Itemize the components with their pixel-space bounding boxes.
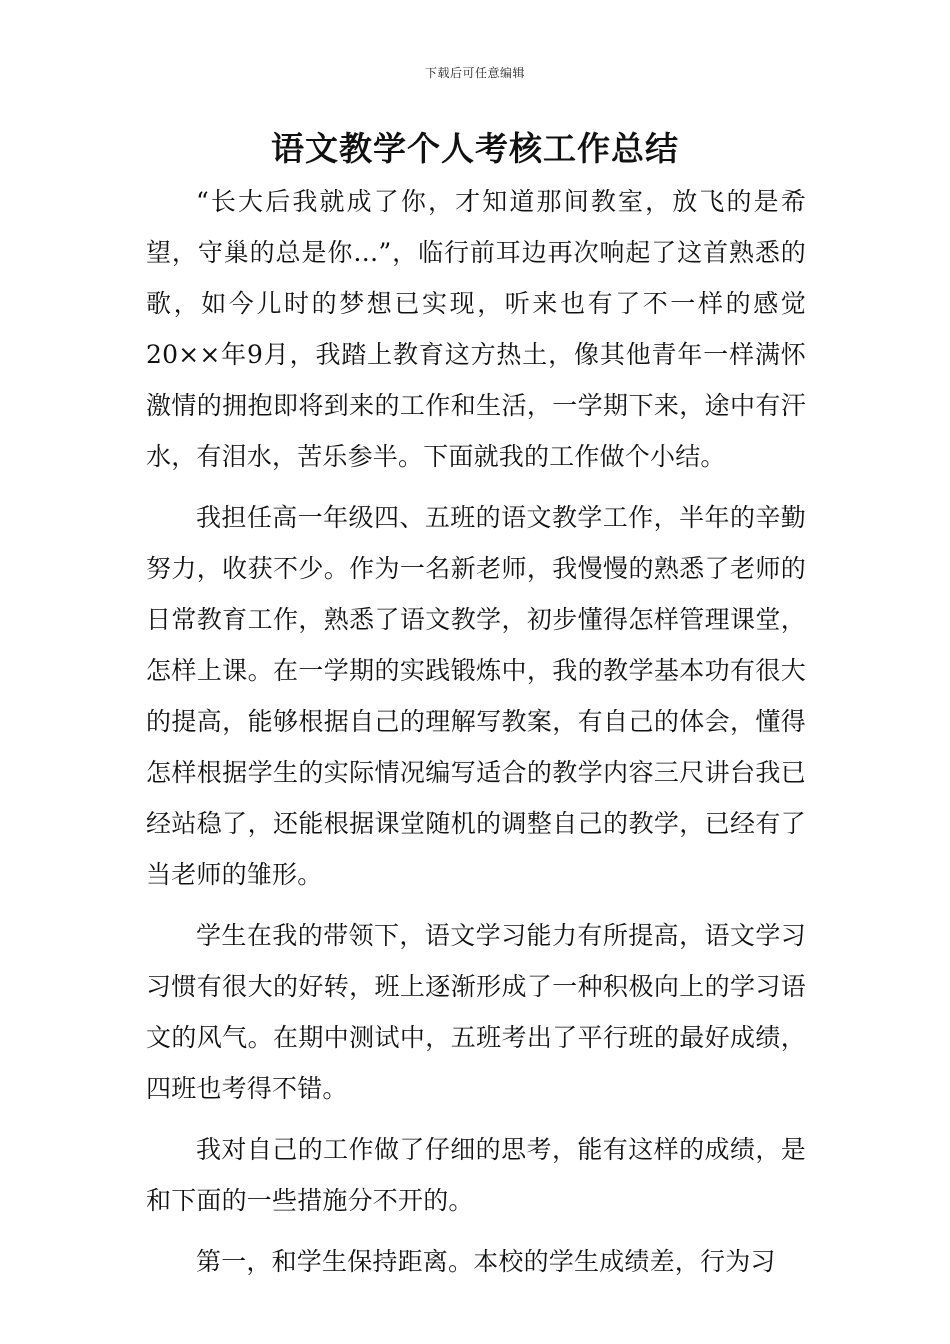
paragraph-teaching-work: 我担任高一年级四、五班的语文教学工作，半年的辛勤努力，收获不少。作为一名新老师，我慢慢的熟悉了老师的日常教育工作，熟悉了语文教学，初步懂得怎样管理课堂，怎样上课。在一学期的实践锻炼中，我的教学基本功有很大的提高，能够根据自己的理解写教案，有自己的体会，懂得怎样根据学生的实际情况编写适合的教学内容三尺讲台我已经站稳了，还能根据课堂随机的调整自己的教学，已经有了当老师的雏形。 — [146, 503, 806, 889]
document-title: 语文教学个人考核工作总结 — [271, 129, 679, 168]
paragraph-reflection: 我对自己的工作做了仔细的思考，能有这样的成绩，是和下面的一些措施分不开的。 — [146, 1135, 806, 1215]
paragraph-intro: “长大后我就成了你，才知道那间教室，放飞的是希望，守巢的总是你…”，临行前耳边再次响起了这首熟悉的歌，如今儿时的梦想已实现，听来也有了不一样的感觉20××年9月，我踏上教育这方热土，像其他青年一样满怀激情的拥抱即将到来的工作和生活，一学期下来，途中有汗水，有泪水，苦乐参半。下面就我的工作做个小结。 — [146, 187, 806, 471]
document-body — [146, 176, 806, 1297]
paragraph-first-measure: 第一，和学生保持距离。本校的学生成绩差，行为习 — [196, 1247, 776, 1276]
paragraph-student-progress: 学生在我的带领下，语文学习能力有所提高，语文学习习惯有很大的好转，班上逐渐形成了一种积极向上的学习语文的风气。在期中测试中，五班考出了平行班的最好成绩，四班也考得不错。 — [146, 921, 806, 1103]
header-note: 下载后可任意编辑 — [424, 66, 525, 80]
